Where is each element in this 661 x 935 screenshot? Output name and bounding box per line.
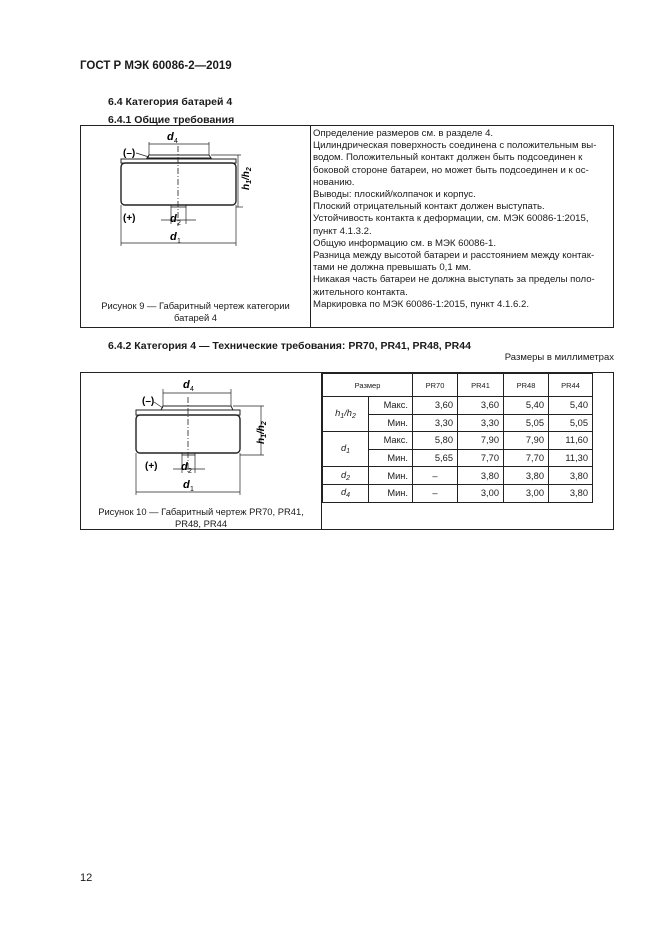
requirement-line: водом. Положительный контакт должен быть подсоединен к (313, 152, 583, 164)
document-header: ГОСТ Р МЭК 60086-2—2019 (80, 60, 232, 72)
figure-9-cell (81, 126, 311, 327)
requirement-line: Плоский отрицательный контакт должен выступать. (313, 201, 545, 213)
negative-terminal-label: (–) (123, 148, 136, 159)
table-cell: – (413, 467, 458, 485)
col-header-model: PR48 (504, 374, 549, 397)
table-cell: 3,60 (413, 397, 458, 415)
col-header-model: PR70 (413, 374, 458, 397)
requirement-line: Цилиндрическая поверхность соединена с положительным вы- (313, 140, 597, 152)
d2-label: d (340, 469, 347, 480)
d2-subscript: 2 (188, 468, 192, 475)
positive-terminal-label: (+) (145, 461, 158, 472)
figure-10-caption-line-1: Рисунок 10 — Габаритный чертеж PR70, PR41, (98, 506, 304, 517)
d2-subscript: 2 (346, 474, 351, 482)
table-cell: 7,90 (458, 432, 504, 450)
kind-min: Мин. (369, 467, 413, 485)
h2-label: h (241, 171, 252, 178)
section-heading-6-4: 6.4 Категория батарей 4 (108, 96, 233, 108)
table-cell: 3,80 (549, 467, 593, 485)
svg-text:h1/h2 (256, 421, 268, 444)
h1-label: h (335, 408, 341, 419)
requirement-line: жительного контакта. (313, 286, 408, 298)
table-header-row (323, 374, 593, 397)
table-cell: 3,00 (504, 484, 549, 502)
table-cell: 7,70 (458, 449, 504, 467)
d1-subscript: 1 (177, 238, 181, 245)
requirement-line: Маркировка по МЭК 60086-1:2015, пункт 4.1.6.2. (313, 298, 530, 310)
d1-label: d (183, 479, 190, 491)
kind-min: Мин. (369, 449, 413, 467)
h2-subscript: 2 (246, 167, 253, 172)
table-row (323, 432, 593, 450)
d1-subscript: 1 (346, 448, 351, 456)
section-heading-6-4-1: 6.4.1 Общие требования (108, 114, 235, 126)
table-cell: 3,00 (458, 484, 504, 502)
table-cell: 5,65 (413, 449, 458, 467)
section-heading-6-4-2: 6.4.2 Категория 4 — Технические требования: PR70, PR41, PR48, PR44 (108, 340, 471, 352)
table-cell: 11,60 (549, 432, 593, 450)
h1-label: h (241, 183, 252, 190)
table-cell: 11,30 (549, 449, 593, 467)
svg-text:h1/h2 (241, 167, 253, 190)
d4-subscript: 4 (190, 386, 194, 393)
table-cell: 5,05 (549, 414, 593, 432)
requirement-line: Устойчивость контакта к деформации, см. МЭК 60086-1:2015, (313, 213, 589, 225)
h1-subscript: 1 (340, 413, 345, 421)
h1-subscript: 1 (261, 433, 268, 438)
table-cell: – (413, 484, 458, 502)
row-label-h1-h2 (323, 397, 369, 432)
h2-subscript: 2 (261, 421, 268, 426)
table-row (323, 397, 593, 415)
table-cell: 5,40 (504, 397, 549, 415)
d1-subscript: 1 (190, 486, 194, 493)
requirement-line: Определение размеров см. в разделе 4. (313, 128, 494, 139)
table-cell: 3,80 (504, 467, 549, 485)
requirements-text (313, 128, 611, 311)
d1-label: d (170, 231, 177, 243)
table-row (323, 484, 593, 502)
h2-label: h (346, 408, 352, 419)
figure-10-caption (81, 506, 321, 530)
d4-label: d (167, 131, 174, 143)
table-cell: 3,80 (549, 484, 593, 502)
d2-label: d (181, 461, 188, 473)
negative-terminal-label: (–) (142, 396, 155, 407)
table-row (323, 467, 593, 485)
technical-requirements-table (80, 372, 614, 530)
h-slash: / (256, 431, 267, 434)
table-cell: 3,80 (458, 467, 504, 485)
row-label-d2 (323, 467, 369, 485)
kind-min: Мин. (369, 484, 413, 502)
d4-subscript: 4 (346, 492, 351, 500)
page-number: 12 (80, 872, 93, 884)
requirement-line: Разница между высотой батареи и расстоянием между контак- (313, 250, 595, 262)
col-header-size: Размер (323, 374, 413, 397)
positive-terminal-label: (+) (123, 213, 136, 224)
units-note: Размеры в миллиметрах (504, 352, 614, 363)
h-slash: / (344, 408, 347, 419)
table-cell: 3,60 (458, 397, 504, 415)
row-label-d1 (323, 432, 369, 467)
d4-label: d (183, 379, 190, 391)
dimensions-table (322, 373, 593, 503)
table-cell: 3,30 (458, 414, 504, 432)
table-cell: 3,30 (413, 414, 458, 432)
h1-label: h (256, 437, 267, 444)
figure-10-drawing (81, 373, 321, 503)
figure-9-drawing (81, 126, 310, 296)
requirement-line: Никакая часть батареи не должна выступать за пределы поло- (313, 274, 595, 286)
figure-10-caption-line-2: PR48, PR44 (174, 518, 228, 529)
d2-subscript: 2 (177, 220, 181, 227)
h2-label: h (256, 425, 267, 432)
figure-10-cell (81, 373, 322, 529)
requirement-line: Общую информацию см. в МЭК 60086-1. (313, 237, 496, 249)
d4-subscript: 4 (174, 138, 178, 145)
figure-9-caption (81, 300, 310, 324)
d2-label: d (170, 213, 177, 225)
figure-9-caption-line-1: Рисунок 9 — Габаритный чертеж категории (101, 300, 290, 311)
h-slash: / (241, 177, 252, 180)
requirement-line: тами не должна превышать 0,1 мм. (313, 262, 472, 274)
kind-max: Макс. (369, 432, 413, 450)
col-header-model: PR44 (549, 374, 593, 397)
kind-min: Мин. (369, 414, 413, 432)
col-header-model: PR41 (458, 374, 504, 397)
general-requirements-table (80, 125, 614, 328)
table-cell: 5,40 (549, 397, 593, 415)
figure-9-caption-line-2: батарей 4 (173, 312, 218, 323)
h2-subscript: 2 (351, 413, 356, 421)
table-cell: 7,70 (504, 449, 549, 467)
requirement-line: пункт 4.1.3.2. (313, 225, 372, 237)
h1-subscript: 1 (246, 179, 253, 184)
kind-max: Макс. (369, 397, 413, 415)
row-label-d4 (323, 484, 369, 502)
table-cell: 5,80 (413, 432, 458, 450)
d4-label: d (340, 487, 347, 498)
d1-label: d (340, 443, 347, 454)
requirement-line: боковой стороне батареи, но может быть подсоединен и к ос- (313, 164, 589, 176)
requirement-line: нованию. (313, 176, 355, 188)
table-cell: 7,90 (504, 432, 549, 450)
requirement-line: Выводы: плоский/колпачок и корпус. (313, 189, 476, 201)
table-cell: 5,05 (504, 414, 549, 432)
